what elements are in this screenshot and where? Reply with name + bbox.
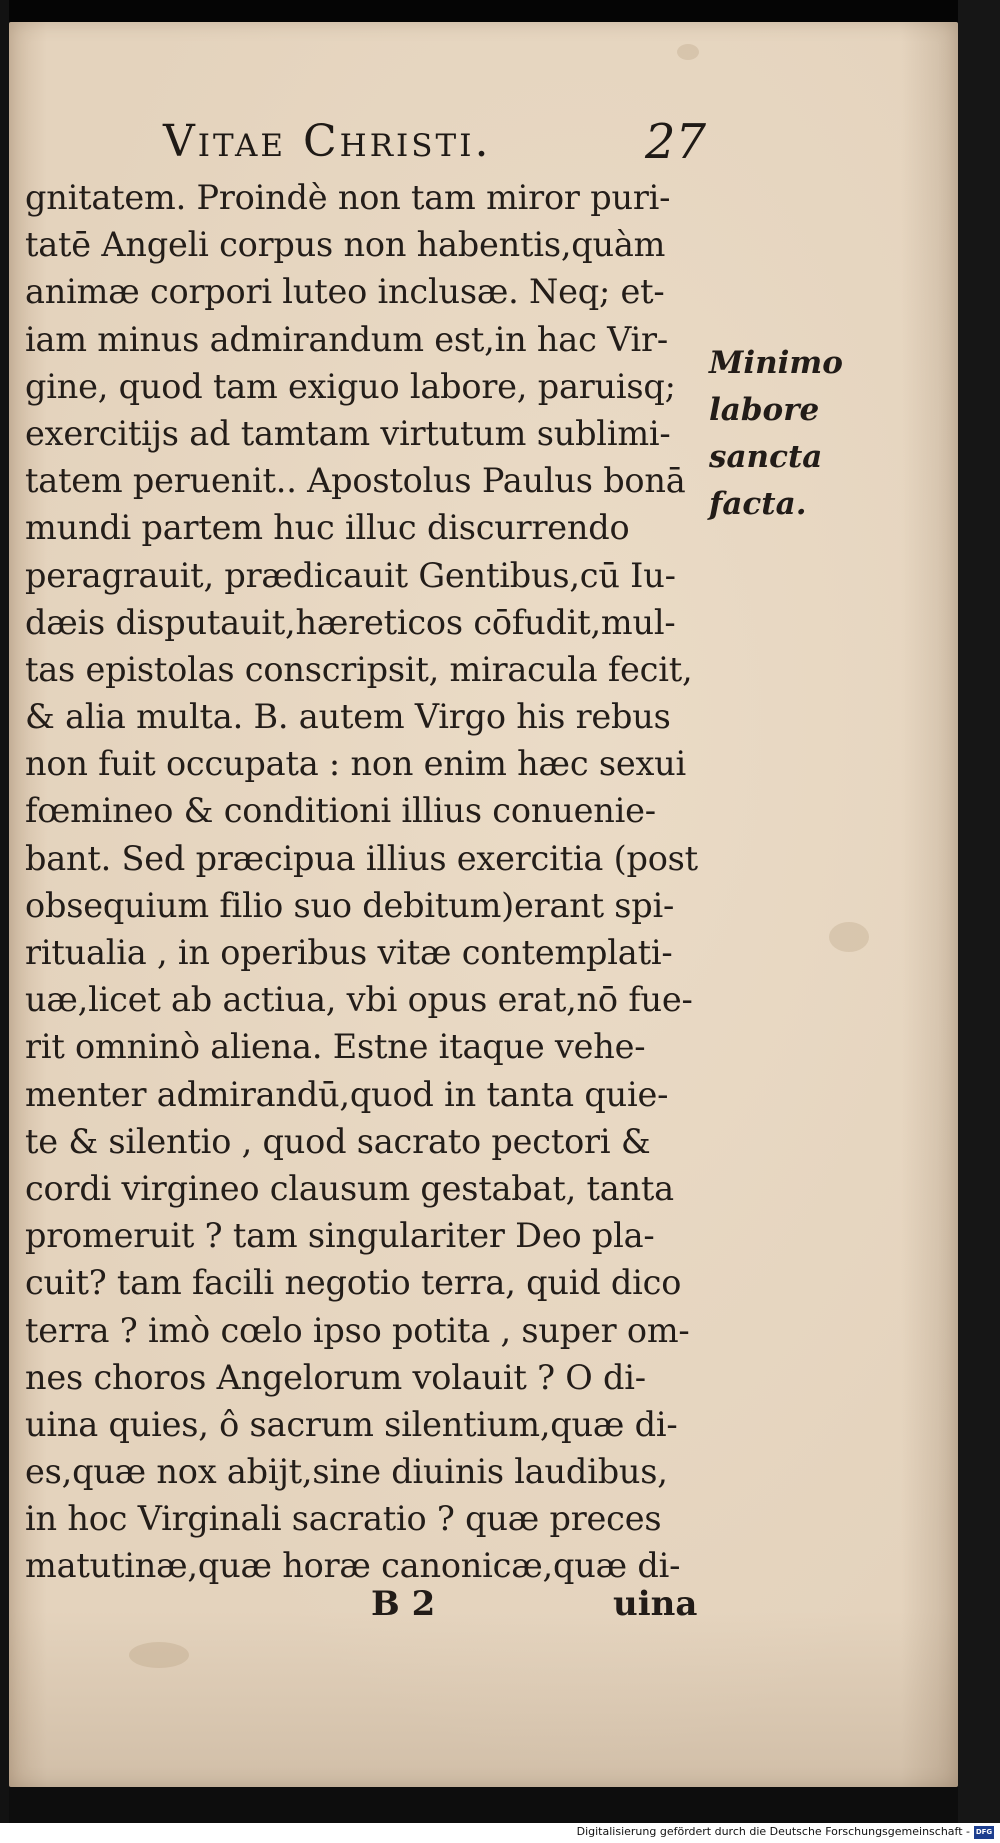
paper-stain	[829, 922, 869, 952]
digitization-footer	[0, 1823, 1000, 1843]
text-line: iam minus admirandum est,in hac Vir-	[25, 319, 668, 359]
scan-right-border	[958, 0, 1000, 1843]
text-line: gnitatem. Proindè non tam miror puri-	[25, 178, 671, 217]
funding-credit: Digitalisierung gefördert durch die Deutsche Forschungsgemeinschaft -	[576, 1825, 970, 1838]
text-line: exercitijs ad tamtam virtutum sublimi-	[25, 413, 671, 453]
paper-stain	[677, 44, 699, 60]
scan-left-border	[0, 0, 9, 1843]
text-line: uina quies, ô sacrum silentium,quæ di-	[25, 1404, 678, 1444]
text-line: bant. Sed præcipua illius exercitia (post	[25, 838, 698, 878]
text-line: ritualia , in operibus vitæ contemplati-	[25, 933, 673, 972]
text-line: tatē Angeli corpus non habentis,quàm	[25, 225, 666, 265]
text-line: nes choros Angelorum volauit ? O di-	[25, 1357, 646, 1397]
page-header	[155, 106, 715, 176]
text-line: uæ,licet ab actiua, vbi opus erat,nō fue-	[25, 980, 693, 1020]
marginal-note-line: facta.	[709, 486, 807, 522]
text-line: animæ corpori luteo inclusæ. Neq; et-	[25, 272, 665, 312]
text-line: menter admirandū,quod in tanta quie-	[25, 1074, 669, 1114]
marginal-note-line: labore	[709, 392, 820, 428]
text-line: mundi partem huc illuc discurrendo	[25, 508, 630, 548]
catchword: uina	[613, 1584, 698, 1624]
text-line: peragrauit, prædicauit Gentibus,cū Iu-	[25, 555, 676, 595]
text-line: cuit? tam facili negotio terra, quid dico	[25, 1263, 682, 1303]
text-line: cordi virgineo clausum gestabat, tanta	[25, 1168, 674, 1208]
text-line: matutinæ,quæ horæ canonicæ,quæ di-	[25, 1546, 681, 1586]
body-text	[25, 174, 715, 1590]
text-line: rit omninò aliena. Estne itaque vehe-	[25, 1027, 646, 1067]
marginal-note	[709, 340, 849, 528]
text-line: in hoc Virginali sacratio ? quæ preces	[25, 1499, 662, 1539]
text-line: promeruit ? tam singulariter Deo pla-	[25, 1216, 655, 1256]
book-page	[9, 22, 958, 1787]
marginal-note-line: Minimo	[709, 345, 843, 381]
text-line: tatem peruenit.. Apostolus Paulus bonā	[25, 461, 686, 501]
paper-stain	[129, 1642, 189, 1668]
scan-top-border	[0, 0, 1000, 22]
text-line: gine, quod tam exiguo labore, paruisq;	[25, 366, 676, 406]
marginal-note-line: sancta	[709, 439, 823, 475]
text-line: dæis disputauit,hæreticos cōfudit,mul-	[25, 602, 676, 642]
text-line: es,quæ nox abijt,sine diuinis laudibus,	[25, 1452, 668, 1492]
text-line: terra ? imò cœlo ipso potita , super om-	[25, 1310, 690, 1350]
text-line: te & silentio , quod sacrato pectori &	[25, 1121, 651, 1161]
text-line: fœmineo & conditioni illius conuenie-	[25, 791, 656, 831]
text-line: tas epistolas conscripsit, miracula fecit,	[25, 649, 693, 689]
dfg-logo: DFG	[974, 1826, 994, 1839]
running-head: Vitae Christi.	[163, 116, 492, 167]
text-line: non fuit occupata : non enim hæc sexui	[25, 744, 687, 784]
text-line: obsequium filio suo debitum)erant spi-	[25, 885, 675, 925]
page-number: 27	[645, 114, 707, 170]
signature-mark: B 2	[371, 1584, 436, 1624]
text-line: & alia multa. B. autem Virgo his rebus	[25, 697, 671, 737]
